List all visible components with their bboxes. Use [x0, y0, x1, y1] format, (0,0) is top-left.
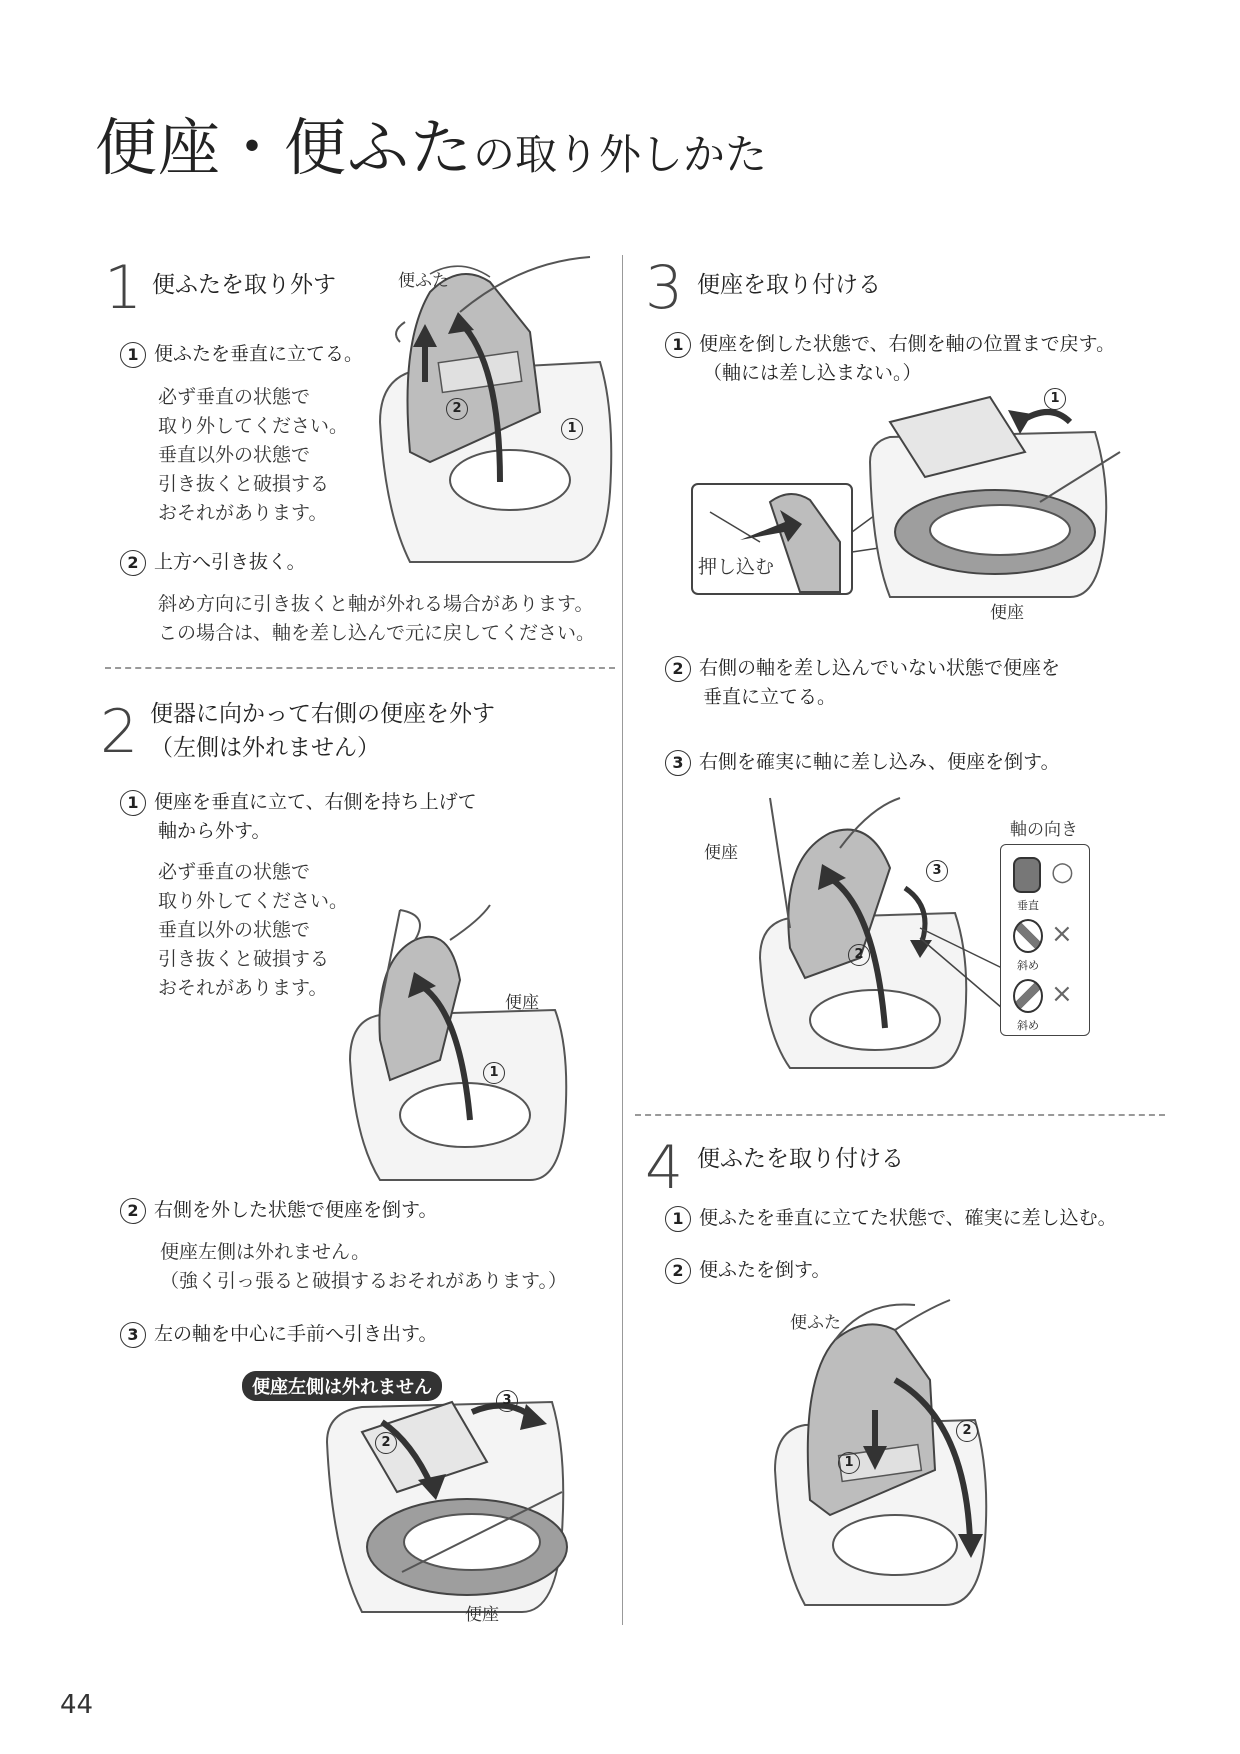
step2-fig2-mark-2: 2	[375, 1432, 397, 1454]
step3-fig1-inset-label: 押し込む	[698, 556, 775, 578]
step1-sub1	[120, 340, 363, 369]
column-divider	[622, 255, 623, 1625]
step2-badge: 便座左側は外れません	[242, 1371, 442, 1401]
step1-number: 1	[104, 253, 143, 323]
step1-sub1-num: 1	[120, 342, 146, 368]
step2-sub3-text: 左の軸を中心に手前へ引き出す。	[154, 1323, 438, 1345]
axis-row-label: 斜め	[1017, 1019, 1039, 1032]
axis-diagonal-icon	[1013, 979, 1043, 1013]
step1-fig-label: 便ふた	[398, 271, 449, 291]
axis-row-vertical	[1013, 857, 1074, 913]
step3-sub2-line2: 垂直に立てる。	[703, 686, 837, 708]
divider-step1-step2	[105, 667, 615, 669]
step2-fig2-label: 便座	[465, 1605, 499, 1625]
step2-heading-line: 便器に向かって右側の便座を外す	[150, 701, 495, 727]
step1-sub1-text: 便ふたを垂直に立てる。	[154, 343, 364, 365]
step4-illustration	[765, 1300, 1005, 1605]
step2-illustration-1	[340, 920, 580, 1180]
step2-sub2	[120, 1196, 437, 1225]
step3-sub2-text: 右側の軸を差し込んでいない状態で便座を	[699, 657, 1061, 679]
step1-sub2-text: 上方へ引き抜く。	[154, 551, 306, 573]
axis-vertical-icon	[1013, 857, 1041, 893]
step4-sub2	[665, 1256, 830, 1285]
step2-note1	[158, 858, 348, 1003]
step3-sub1-num: 1	[665, 332, 691, 358]
axis-row-label: 垂直	[1017, 899, 1039, 912]
step2-sub3	[120, 1320, 437, 1349]
step1-sub2	[120, 548, 306, 577]
step4-number: 4	[645, 1133, 684, 1203]
step2-sub1-line2: 軸から外す。	[158, 820, 271, 842]
step2-note2-line: （強く引っ張ると破損するおそれがあります。）	[160, 1270, 567, 1292]
step3-sub3-num: 3	[665, 750, 691, 776]
step4-sub1-num: 1	[665, 1206, 691, 1232]
step2-note1-line: 垂直以外の状態で	[158, 919, 311, 941]
page-number: 44	[60, 1690, 94, 1720]
step2-sub3-num: 3	[120, 1322, 146, 1348]
step4-sub2-num: 2	[665, 1258, 691, 1284]
step3-sub1	[665, 330, 1115, 388]
step4-fig-label: 便ふた	[790, 1313, 841, 1333]
step1-note1-line: 引き抜くと破損する	[158, 473, 330, 495]
axis-row-mark: ×	[1051, 919, 1073, 949]
step4-heading: 便ふたを取り付ける	[697, 1146, 904, 1172]
axis-row-label: 斜め	[1017, 959, 1039, 972]
step2-heading	[150, 697, 495, 765]
step1-heading: 便ふたを取り外す	[152, 272, 336, 298]
step3-sub1-text: 便座を倒した状態で、右側を軸の位置まで戻す。	[699, 333, 1116, 355]
step2-sub1-text: 便座を垂直に立て、右側を持ち上げて	[154, 791, 477, 813]
step1-sub2-num: 2	[120, 550, 146, 576]
step4-fig-mark-1: 1	[838, 1452, 860, 1474]
step2-note2	[160, 1238, 567, 1296]
step3-sub2-num: 2	[665, 656, 691, 682]
axis-row-mark: ○	[1051, 857, 1074, 887]
step2-note1-line: 必ず垂直の状態で	[158, 861, 311, 883]
step1-note1-line: 垂直以外の状態で	[158, 444, 311, 466]
step3-sub1-line2: （軸には差し込まない。）	[703, 362, 922, 384]
step2-number: 2	[100, 697, 139, 767]
step2-note1-line: 引き抜くと破損する	[158, 948, 330, 970]
step3-fig1-label: 便座	[990, 603, 1024, 623]
step3-fig2-mark-3: 3	[926, 860, 948, 882]
step3-illustration-2	[750, 808, 1000, 1068]
step2-note2-line: 便座左側は外れません。	[160, 1241, 371, 1263]
step1-note1-line: おそれがあります。	[158, 502, 328, 524]
step2-sub2-num: 2	[120, 1198, 146, 1224]
step3-heading: 便座を取り付ける	[697, 272, 881, 298]
step3-sub3	[665, 748, 1060, 777]
step4-sub2-text: 便ふたを倒す。	[699, 1259, 831, 1281]
step3-sub3-text: 右側を確実に軸に差し込み、便座を倒す。	[699, 751, 1060, 773]
step2-illustration-2	[322, 1392, 582, 1622]
step1-illustration	[370, 262, 620, 572]
step1-note1-line: 必ず垂直の状態で	[158, 386, 311, 408]
step2-sub2-text: 右側を外した状態で便座を倒す。	[154, 1199, 438, 1221]
step1-note2-line: この場合は、軸を差し込んで元に戻してください。	[158, 622, 596, 644]
axis-orientation-title: 軸の向き	[1010, 820, 1078, 840]
page-title-suffix: の取り外しかた	[473, 130, 768, 179]
step2-fig1-label: 便座	[505, 993, 539, 1013]
axis-row-mark: ×	[1051, 979, 1073, 1009]
step2-heading-line: （左側は外れません）	[150, 735, 380, 761]
step4-sub1	[665, 1204, 1117, 1233]
step2-note1-line: おそれがあります。	[158, 977, 328, 999]
step3-fig1-mark: 1	[1044, 388, 1066, 410]
step1-note1	[158, 383, 348, 528]
step3-sub2	[665, 654, 1060, 712]
step2-fig2-mark-3: 3	[496, 1390, 518, 1412]
axis-orientation-box	[1000, 844, 1090, 1036]
step3-fig2-mark-2: 2	[848, 944, 870, 966]
step1-fig-mark-2: 2	[446, 398, 468, 420]
step1-note2-line: 斜め方向に引き抜くと軸が外れる場合があります。	[158, 593, 594, 615]
axis-row-diagonal-2	[1013, 979, 1073, 1033]
page-title-main: 便座・便ふた	[95, 111, 474, 184]
step4-sub1-text: 便ふたを垂直に立てた状態で、確実に差し込む。	[699, 1207, 1117, 1229]
axis-row-diagonal-1	[1013, 919, 1073, 973]
divider-step3-step4	[635, 1114, 1165, 1116]
axis-diagonal-icon	[1013, 919, 1043, 953]
step3-fig2-label: 便座	[704, 843, 738, 863]
step2-sub1-num: 1	[120, 790, 146, 816]
step2-sub1	[120, 788, 477, 846]
step2-fig1-mark: 1	[483, 1062, 505, 1084]
step4-fig-mark-2: 2	[956, 1420, 978, 1442]
page-title	[95, 98, 767, 187]
step1-note2	[158, 590, 595, 648]
step3-number: 3	[645, 253, 684, 323]
step1-note1-line: 取り外してください。	[158, 415, 349, 437]
step2-note1-line: 取り外してください。	[158, 890, 349, 912]
step1-fig-mark-1: 1	[561, 418, 583, 440]
